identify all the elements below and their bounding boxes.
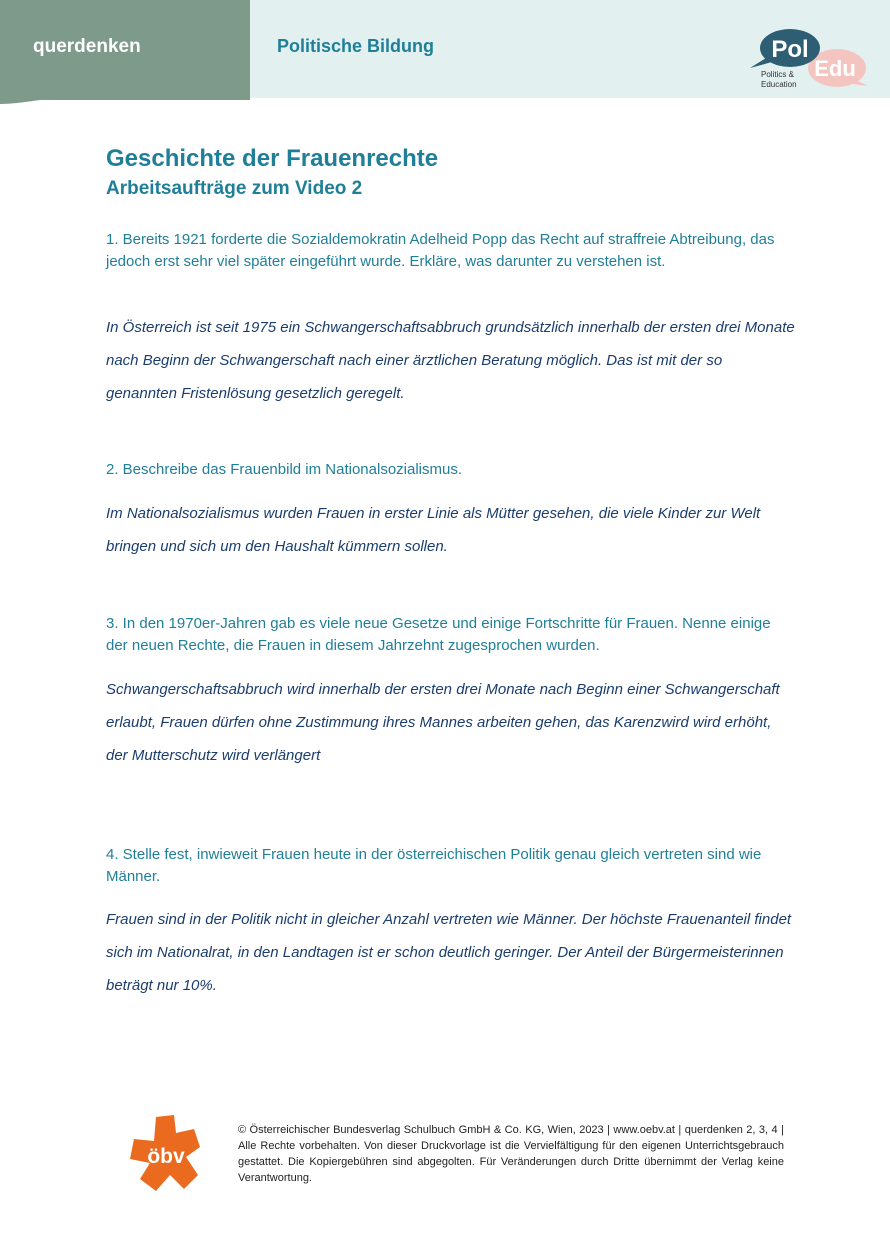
brand-name: querdenken bbox=[33, 36, 141, 57]
logo-word-pol: Pol bbox=[771, 36, 809, 63]
document-title: Geschichte der Frauenrechte bbox=[106, 145, 439, 172]
task-4-answer: Frauen sind in der Politik nicht in gleicher Anzahl vertreten wie Männer. Der höchste Frauenanteil findet sich im Nationalrat, in den Landtagen ist er schon deutlich geringer. Der Anteil der Bürgermeisterinnen beträgt nur 10%. bbox=[106, 911, 792, 994]
logo-tagline-line2: Education bbox=[761, 80, 797, 89]
banner-wave bbox=[0, 86, 250, 106]
page-header bbox=[0, 0, 890, 104]
task-3-question: 3. In den 1970er-Jahren gab es viele neue Gesetze und einige Fortschritte für Frauen. Nenne einige der neuen Rechte, die Frauen in diesem Jahrzehnt zugesprochen wurden. bbox=[106, 615, 771, 654]
task-2-question: 2. Beschreibe das Frauenbild im Nationalsozialismus. bbox=[106, 461, 463, 478]
task-2-answer: Im Nationalsozialismus wurden Frauen in erster Linie als Mütter gesehen, die viele Kinder zur Welt bringen und sich um den Haushalt kümmern sollen. bbox=[106, 505, 761, 555]
logo-tagline-line1: Politics & bbox=[761, 70, 794, 79]
logo-tagline bbox=[761, 70, 797, 90]
oebv-logo-text: öbv bbox=[147, 1145, 185, 1168]
copyright-notice: © Österreichischer Bundesverlag Schulbuch GmbH & Co. KG, Wien, 2023 | www.oebv.at | querdenken 2, 3, 4 | Alle Rechte vorbehalten. Von dieser Druckvorlage ist die Vervielfältigung für den eigenen Unterrichtsgebrauch gestattet. Die Kopiergebühren sind abgegolten. Für Veränderungen durch Dritte übernimmt der Verlag keine Verantwortung. bbox=[238, 1124, 784, 1184]
document-subtitle: Arbeitsaufträge zum Video 2 bbox=[106, 178, 363, 199]
task-3-answer: Schwangerschaftsabbruch wird innerhalb der ersten drei Monate nach Beginn einer Schwangerschaft erlaubt, Frauen dürfen ohne Zustimmung ihres Mannes arbeiten gehen, das Karenzwird wird erhöht, der Mutterschutz wird verlängert bbox=[106, 681, 780, 764]
task-1-question: 1. Bereits 1921 forderte die Sozialdemokratin Adelheid Popp das Recht auf straffreie Abtreibung, das jedoch erst sehr viel später eingeführt wurde. Erkläre, was darunter zu verstehen ist. bbox=[106, 231, 775, 270]
oebv-logo bbox=[128, 1113, 204, 1193]
task-1-answer: In Österreich ist seit 1975 ein Schwangerschaftsabbruch grundsätzlich innerhalb der ersten drei Monate nach Beginn der Schwangerschaft nach einer ärztlichen Beratung möglich. Das ist mit der so genannten Fristenlösung gesetzlich geregelt. bbox=[106, 319, 795, 402]
subject-label: Politische Bildung bbox=[277, 36, 435, 56]
logo-word-edu: Edu bbox=[814, 56, 856, 81]
task-4-question: 4. Stelle fest, inwieweit Frauen heute in der österreichischen Politik genau gleich vertreten sind wie Männer. bbox=[106, 846, 762, 885]
document-heading bbox=[106, 142, 786, 202]
